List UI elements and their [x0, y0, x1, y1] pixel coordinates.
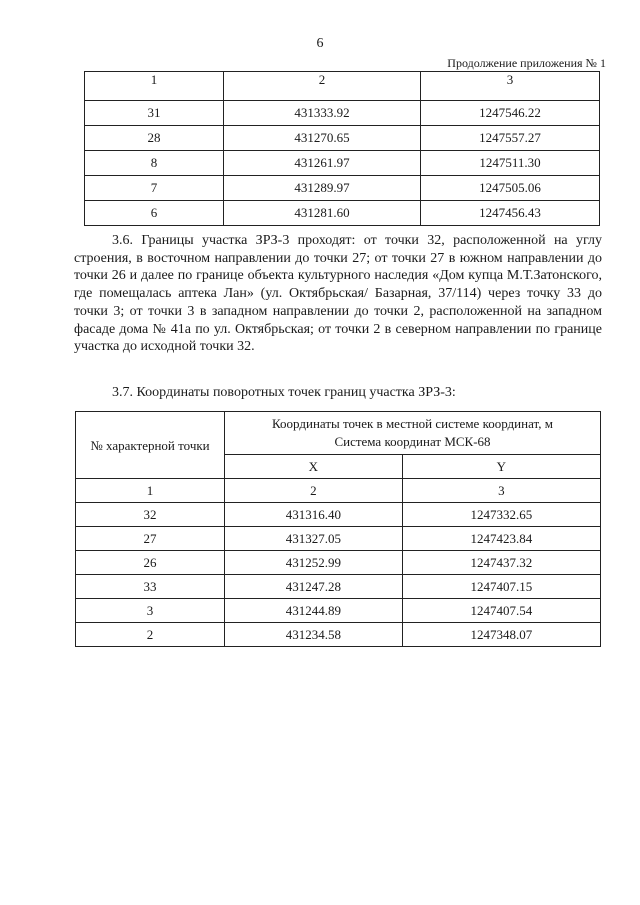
y-cell: 1247456.43 — [421, 201, 600, 226]
y-cell: 1247511.30 — [421, 151, 600, 176]
y-cell: 1247505.06 — [421, 176, 600, 201]
x-cell: 431247.28 — [225, 575, 403, 599]
y-cell: 1247423.84 — [402, 527, 600, 551]
header-cell: 1 — [85, 72, 224, 101]
page-number: 6 — [316, 36, 324, 51]
numbering-cell: 3 — [402, 479, 600, 503]
point-cell: 28 — [85, 126, 224, 151]
point-number-header: № характерной точки — [76, 412, 225, 479]
table-row — [76, 599, 601, 623]
y-cell: 1247348.07 — [402, 623, 600, 647]
coordinates-group-line1: Координаты точек в местной системе координат, м — [272, 416, 553, 431]
continuation-label: Продолжение приложения № 1 — [447, 56, 606, 70]
x-cell: 431316.40 — [225, 503, 403, 527]
y-cell: 1247332.65 — [402, 503, 600, 527]
x-cell: 431289.97 — [224, 176, 421, 201]
table-row — [85, 101, 600, 126]
header-cell: 2 — [224, 72, 421, 101]
coordinates-group-header — [225, 412, 601, 455]
x-cell: 431270.65 — [224, 126, 421, 151]
y-cell: 1247407.15 — [402, 575, 600, 599]
header-cell: 3 — [421, 72, 600, 101]
section-3-7-heading: 3.7. Координаты поворотных точек границ участка ЗРЗ-3: — [112, 385, 456, 400]
point-cell: 2 — [76, 623, 225, 647]
y-cell: 1247437.32 — [402, 551, 600, 575]
table-row — [85, 201, 600, 226]
point-cell: 7 — [85, 176, 224, 201]
point-cell: 27 — [76, 527, 225, 551]
table-row — [76, 503, 601, 527]
x-cell: 431252.99 — [225, 551, 403, 575]
coordinates-group-line2: Система координат МСК-68 — [334, 434, 491, 449]
y-header: Y — [402, 455, 600, 479]
x-cell: 431281.60 — [224, 201, 421, 226]
table-numbering-row — [76, 479, 601, 503]
x-cell: 431244.89 — [225, 599, 403, 623]
x-cell: 431261.97 — [224, 151, 421, 176]
table-row — [85, 176, 600, 201]
x-cell: 431234.58 — [225, 623, 403, 647]
y-cell: 1247546.22 — [421, 101, 600, 126]
point-cell: 6 — [85, 201, 224, 226]
table-row — [76, 575, 601, 599]
point-cell: 32 — [76, 503, 225, 527]
table-header-row — [76, 412, 601, 455]
table-header-row — [85, 72, 600, 101]
x-cell: 431327.05 — [225, 527, 403, 551]
point-cell: 33 — [76, 575, 225, 599]
y-cell: 1247557.27 — [421, 126, 600, 151]
coordinates-table-continued — [84, 71, 600, 226]
table-row — [76, 623, 601, 647]
numbering-cell: 1 — [76, 479, 225, 503]
numbering-cell: 2 — [225, 479, 403, 503]
point-cell: 31 — [85, 101, 224, 126]
table-row — [85, 126, 600, 151]
section-3-6-paragraph: 3.6. Границы участка ЗРЗ-3 проходят: от точки 32, расположенной на углу строения, в восточном направлении до точки 27; от точки 27 в южном направлении до точки 26 и далее по границе объекта культурного наследия «Дом купца М.Т.Затонского, где помещалась аптека Лан» (ул. Октябрьская/ Базарная, 37/114) через точку 33 до точки 3; от точки 3 в западном направлении до точки 2, расположенной на западном фасаде дома № 41а по ул. Октябрьская; от точки 2 в северном направлении по границе участка до исходной точки 32. — [74, 233, 602, 355]
point-cell: 8 — [85, 151, 224, 176]
coordinates-table-zrz3 — [75, 411, 601, 647]
point-cell: 3 — [76, 599, 225, 623]
x-cell: 431333.92 — [224, 101, 421, 126]
x-header: X — [225, 455, 403, 479]
table-row — [85, 151, 600, 176]
point-cell: 26 — [76, 551, 225, 575]
table-row — [76, 527, 601, 551]
table-row — [76, 551, 601, 575]
y-cell: 1247407.54 — [402, 599, 600, 623]
